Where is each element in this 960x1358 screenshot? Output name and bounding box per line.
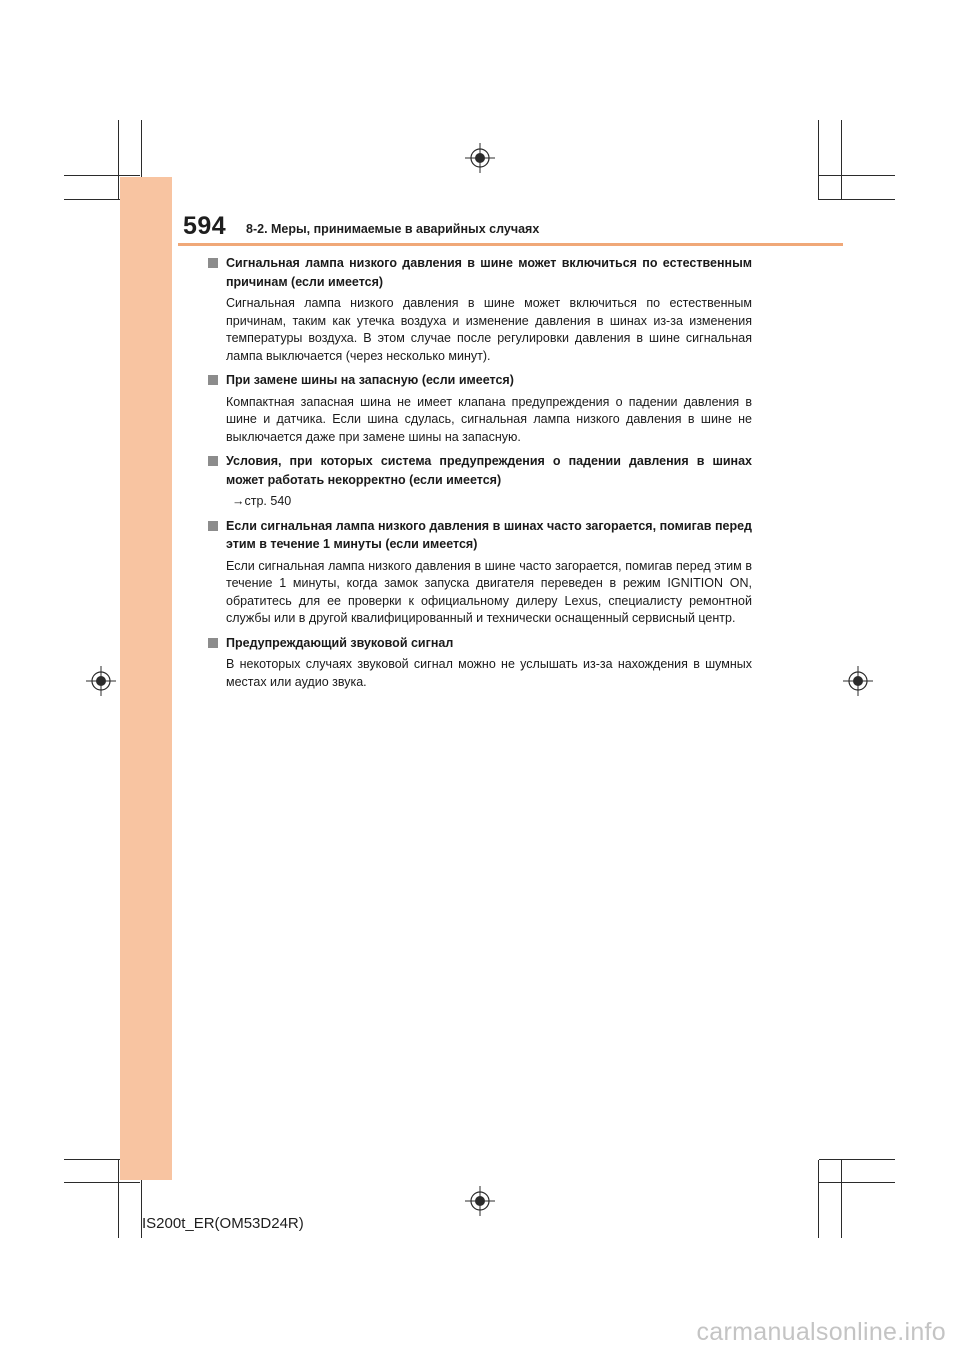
- section-heading: [208, 254, 752, 291]
- section-heading-text: Предупреждающий звуковой сигнал: [226, 635, 454, 650]
- section-heading-text: Условия, при которых система предупреждения о падении давления в шинах может работать некорректно (если имеется): [226, 454, 752, 487]
- section-item: [208, 371, 752, 446]
- section-heading: [208, 634, 752, 653]
- section-heading-text: При замене шины на запасную (если имеется): [226, 373, 514, 387]
- registration-mark-icon: [465, 143, 495, 173]
- section-heading-text: Если сигнальная лампа низкого давления в шинах часто загорается, помигав перед этим в течение 1 минуты (если имеется): [226, 518, 752, 551]
- crop-mark: [64, 175, 140, 176]
- section-heading: [208, 517, 752, 554]
- crop-mark: [818, 1160, 819, 1238]
- page-number: 594: [183, 212, 227, 240]
- section-title: 8-2. Меры, принимаемые в аварийных случаях: [246, 222, 540, 236]
- registration-mark-icon: [86, 666, 116, 696]
- document-code: IS200t_ER(OM53D24R): [142, 1215, 304, 1232]
- crop-mark: [818, 120, 819, 200]
- page-reference-link[interactable]: →стр. 540: [232, 494, 292, 508]
- crop-mark: [819, 1159, 895, 1160]
- registration-mark-icon: [843, 666, 873, 696]
- section-heading: [208, 371, 752, 390]
- chapter-side-band: [120, 177, 172, 1180]
- section-body: В некоторых случаях звуковой сигнал можно не услышать из-за нахождения в шумных местах или аудио звука.: [226, 657, 752, 689]
- section-item: [208, 254, 752, 365]
- section-item: [208, 634, 752, 692]
- section-heading: [208, 452, 752, 489]
- square-bullet-icon: [208, 638, 218, 648]
- section-heading-text: Сигнальная лампа низкого давления в шине может включиться по естественным причинам (если имеется): [226, 256, 752, 289]
- watermark: carmanualsonline.info: [696, 1318, 946, 1346]
- square-bullet-icon: [208, 375, 218, 385]
- header-divider: [178, 243, 843, 246]
- section-body: Сигнальная лампа низкого давления в шине может включиться по естественным причинам, таким как утечка воздуха и изменение давления в шинах из-за изменения температуры воздуха. В этом случае после регулировки давления в шине сигнальная лампа выключается (через несколько минут).: [226, 296, 752, 363]
- crop-mark: [819, 1182, 895, 1183]
- square-bullet-icon: [208, 456, 218, 466]
- crop-mark: [819, 199, 895, 200]
- crop-mark: [841, 1160, 842, 1238]
- square-bullet-icon: [208, 521, 218, 531]
- section-body: Если сигнальная лампа низкого давления в шине часто загорается, помигав перед этим в течение 1 минуты, когда замок запуска двигателя переведен в режим IGNITION ON, обратитесь для ее проверки к официальному дилеру Lexus, специалисту ремонтной службы или в другой квалифицированный и технически оснащенный сервисный центр.: [226, 558, 752, 625]
- section-item: [208, 452, 752, 511]
- crop-mark: [64, 1182, 140, 1183]
- registration-mark-icon: [465, 1186, 495, 1216]
- square-bullet-icon: [208, 258, 218, 268]
- section-item: [208, 517, 752, 628]
- crop-mark: [118, 1160, 119, 1238]
- crop-mark: [841, 120, 842, 200]
- crop-mark: [819, 175, 895, 176]
- crop-mark: [118, 120, 119, 200]
- page-content: [208, 254, 752, 697]
- section-body: Компактная запасная шина не имеет клапана предупреждения о падении давления в шине и датчика. Если шина сдулась, сигнальная лампа низкого давления в шине не выключается даже при замене шины на запасную.: [226, 394, 752, 444]
